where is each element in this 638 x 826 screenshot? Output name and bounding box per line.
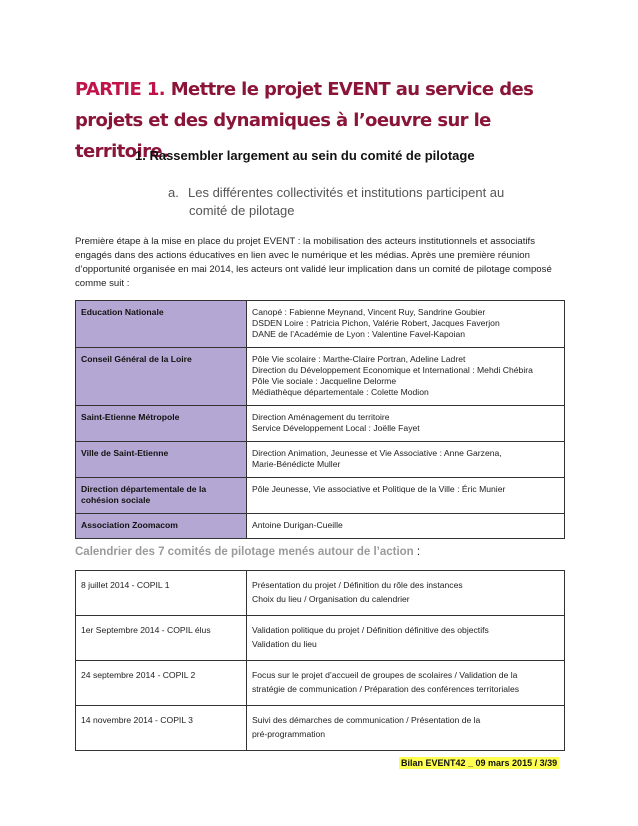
subsection-line-1: Les différentes collectivités et institutions participent au [188,185,505,200]
member-line: Pôle Jeunesse, Vie associative et Politique de la Ville : Éric Munier [252,484,506,494]
table-row [76,301,565,348]
section-heading: 1. Rassembler largement au sein du comité de pilotage [135,148,475,163]
date-cell: 24 septembre 2014 - COPIL 2 [76,661,247,706]
calendar-table [75,570,565,751]
members-cell [247,348,565,406]
org-cell: Ville de Saint-Etienne [76,442,247,478]
agenda-line: Focus sur le projet d’accueil de groupes de scolaires / Validation de la [252,670,518,680]
table-row [76,706,565,751]
date-cell: 1er Septembre 2014 - COPIL élus [76,616,247,661]
member-line: Direction Aménagement du territoire [252,412,390,422]
subsection-marker: a. [168,185,179,200]
org-cell: Conseil Général de la Loire [76,348,247,406]
member-line: Service Développement Local : Joëlle Fayet [252,423,420,433]
agenda-line: Suivi des démarches de communication / Présentation de la [252,715,481,725]
agenda-line: pré-programmation [252,729,326,739]
org-cell: Direction départementale de la cohésion sociale [76,478,247,514]
member-line: Direction Animation, Jeunesse et Vie Associative : Anne Garzena, [252,448,502,458]
member-line: Marie-Bénédicte Muller [252,459,341,469]
table-row [76,571,565,616]
member-line: Direction du Développement Economique et International : Mehdi Chébira [252,365,533,375]
members-cell [247,406,565,442]
members-cell [247,301,565,348]
members-cell [247,478,565,514]
table-row [76,514,565,539]
member-line: Canopé : Fabienne Meynand, Vincent Ruy, Sandrine Goubier [252,307,486,317]
table-row [76,348,565,406]
member-line: DANE de l’Académie de Lyon : Valentine Favel-Kapoian [252,329,466,339]
members-cell [247,514,565,539]
agenda-cell [247,616,565,661]
agenda-line: Validation du lieu [252,639,317,649]
agenda-cell [247,706,565,751]
members-cell [247,442,565,478]
member-line: Médiathèque départementale : Colette Modion [252,387,429,397]
title-text: Mettre le projet EVENT au service des projets et des dynamiques à l’oeuvre sur le territoire. [75,79,534,162]
org-cell: Education Nationale [76,301,247,348]
table-row [76,406,565,442]
table-row [76,442,565,478]
calendar-colon: : [413,546,421,558]
agenda-line: stratégie de communication / Préparation des conférences territoriales [252,684,520,694]
member-line: Antoine Durigan-Cueille [252,520,343,530]
table-row [76,661,565,706]
member-line: Pôle Vie scolaire : Marthe-Claire Portran, Adeline Ladret [252,354,466,364]
org-cell: Association Zoomacom [76,514,247,539]
calendar-title: Calendrier des 7 comités de pilotage menés autour de l’action [75,546,414,558]
agenda-line: Choix du lieu / Organisation du calendrier [252,594,410,604]
date-cell: 14 novembre 2014 - COPIL 3 [76,706,247,751]
org-cell: Saint-Etienne Métropole [76,406,247,442]
member-line: DSDEN Loire : Patricia Pichon, Valérie Robert, Jacques Faverjon [252,318,500,328]
agenda-cell [247,661,565,706]
page-footer: Bilan EVENT42 _ 09 mars 2015 / 3/39 [401,758,558,768]
subsection-line-2: comité de pilotage [189,203,295,218]
title-lead: PARTIE 1. [75,79,166,100]
agenda-cell [247,571,565,616]
table-row [76,478,565,514]
agenda-line: Validation politique du projet / Définition définitive des objectifs [252,625,489,635]
date-cell: 8 juillet 2014 - COPIL 1 [76,571,247,616]
calendar-heading [75,546,420,558]
agenda-line: Présentation du projet / Définition du rôle des instances [252,580,463,590]
table-row [76,616,565,661]
committee-table [75,300,565,539]
intro-paragraph: Première étape à la mise en place du projet EVENT : la mobilisation des acteurs institutionnels et associatifs engagés dans des actions éducatives en lien avec le numérique et les médias. Après une première réunion d’opportunité organisée en mai 2014, les acteurs ont validé leur implication dans un comité de pilotage composé comme suit : [75,236,552,289]
member-line: Pôle Vie sociale : Jacqueline Delorme [252,376,397,386]
subsection-heading [168,184,528,220]
